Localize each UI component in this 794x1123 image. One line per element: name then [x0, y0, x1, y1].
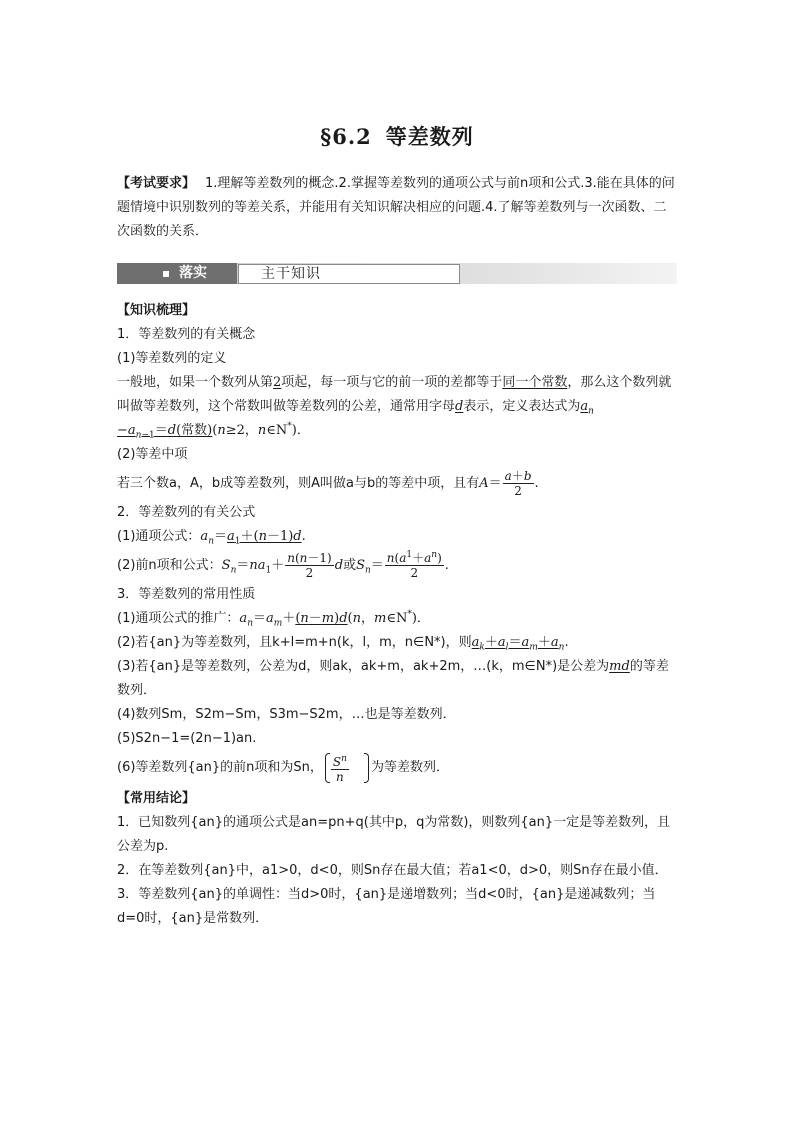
section-2-heading: 2．等差数列的有关公式	[117, 505, 256, 520]
section-3-heading: 3．等差数列的常用性质	[117, 587, 256, 602]
property-1: (1)通项公式的推广：$a_n=a_m+(n-m)d(n$，m∈N*)．	[117, 609, 430, 629]
knowledge-heading: 【知识梳理】	[117, 303, 196, 318]
banner-light-label: 主干知识	[261, 266, 321, 282]
banner-dark-tab	[117, 263, 237, 284]
conclusion-3: 3．等差数列{an}的单调性：当d>0时，{an}是递增数列；当d<0时，{an}是递减数列；当d=0时，{an}是常数列．	[117, 887, 656, 926]
section-1-2-heading: (2)等差中项	[117, 447, 188, 462]
requirements-tag: 【考试要求】	[117, 176, 196, 191]
arithmetic-mean-paragraph: 若三个数a，A，b成等差数列，则A叫做a与b的等差中项，且有A＝ $\frac{a+b}{2}$ .	[117, 469, 539, 498]
sum-fraction-1: $\frac{n(n-1)}{2}$	[287, 551, 332, 580]
property-5: (5)S2n−1=(2n−1)an.	[117, 731, 257, 746]
sum-formula: (2)前n项和公式：$S_n=na_1+$ $\frac{n(n-1)}{2}$ d或$S_n=$ $\frac{n(a^1+a^n)}{2}$ .	[117, 550, 449, 580]
conclusions-heading: 【常用结论】	[117, 791, 196, 806]
banner-dark-label: 落实	[179, 265, 207, 281]
square-bullet-icon	[163, 271, 169, 277]
mean-fraction: $\frac{a+b}{2}$	[504, 469, 532, 498]
main-content	[117, 299, 679, 931]
property-3: (3)若{an}是等差数列，公差为d，则ak，ak+m，ak+2m，…(k，m∈N*)是公差为md的等差数列．	[117, 659, 669, 698]
banner-light-tab	[238, 264, 460, 284]
exam-requirements	[117, 172, 677, 244]
requirements-text: 1.理解等差数列的概念.2.掌握等差数列的通项公式与前n项和公式.3.能在具体的问题情境中识别数列的等差关系，并能用有关知识解决相应的问题.4.了解等差数列与一次函数、二次函数的关系．	[117, 176, 675, 239]
section-banner	[117, 263, 677, 284]
conclusion-2: 2．在等差数列{an}中，a1>0，d<0，则Sn存在最大值；若a1<0，d>0，则Sn存在最小值．	[117, 863, 668, 878]
definition-paragraph: 一般地，如果一个数列从第2项起，每一项与它的前一项的差都等于同一个常数，那么这个数列就叫做等差数列，这个常数叫做等差数列的公差，通常用字母d表示，定义表达式为$a_n$ $-a_{n-1}=d$(常数)(n≥2，n∈N*)．	[117, 375, 672, 441]
set-brace: $\frac{S^n}{n}$	[325, 753, 369, 783]
section-number: §6.2	[320, 124, 372, 149]
property-4: (4)数列Sm，S2m−Sm，S3m−S2m，…也是等差数列．	[117, 707, 456, 722]
general-term-formula: (1)通项公式：$a_n=a_1+(n-1)d$.	[117, 529, 306, 547]
property-6: (6)等差数列{an}的前n项和为Sn， $\frac{S^n}{n}$ 为等差数列．	[117, 753, 449, 784]
property-2: (2)若{an}为等差数列，且k+l=m+n(k，l，m，n∈N*)，则$a_k+a_l=a_m+a_n$.	[117, 635, 569, 653]
conclusion-1: 1．已知数列{an}的通项公式是an=pn+q(其中p，q为常数)，则数列{an}一定是等差数列，且公差为p.	[117, 815, 671, 854]
section-1-heading: 1．等差数列的有关概念	[117, 327, 256, 342]
sum-fraction-2: $\frac{n(a^1+a^n)}{2}$	[386, 550, 442, 580]
section-title: 等差数列	[385, 125, 474, 149]
page-title	[0, 121, 794, 151]
section-1-1-heading: (1)等差数列的定义	[117, 351, 227, 366]
